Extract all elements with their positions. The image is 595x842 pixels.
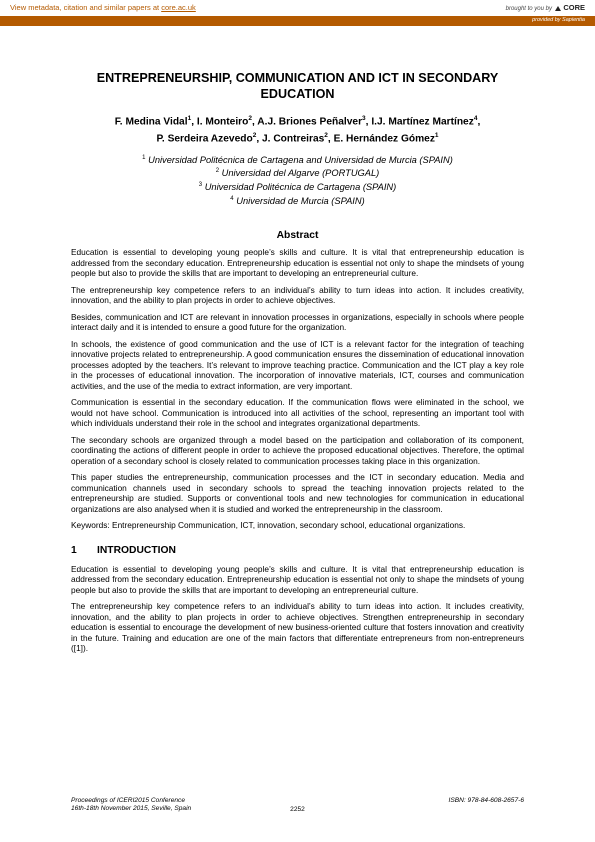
core-link[interactable]: core.ac.uk xyxy=(161,3,196,12)
abstract-paragraph: This paper studies the entrepreneurship, communication processes and the ICT in secondary education. Media and communication channels used in secondary schools to spread the teaching innovation projects related to the entrepreneurship are studied. Supports or conventional tools and new technologies for communication in educational organizations are also analysed when it is studied and worked the entrepreneurship in the classroom. xyxy=(71,472,524,514)
author-name: F. Medina Vidal xyxy=(114,116,188,128)
author-name: J. Contreiras xyxy=(262,133,325,145)
author-affiliation-mark: 1 xyxy=(187,115,192,122)
author-affiliation-mark: 4 xyxy=(473,115,478,122)
author-line-1 xyxy=(71,112,524,129)
section-number: 1 xyxy=(71,544,77,556)
affiliation xyxy=(71,166,524,180)
paper-title: ENTREPRENEURSHIP, COMMUNICATION AND ICT IN SECONDARY EDUCATION xyxy=(96,71,499,101)
abstract-paragraph: Besides, communication and ICT are relevant in innovation processes in organizations, especially in schools where people interact daily and it is intended to ensure a good future for the organization. xyxy=(71,311,524,333)
author-name: I.J. Martínez Martínez xyxy=(371,116,474,128)
section-title: INTRODUCTION xyxy=(97,544,176,556)
abstract-paragraph: The secondary schools are organized through a model based on the participation and collaboration of its component, coordinating the actions of different people in order to achieve the proposed educational objectives. Therefore, the optimal operation of a secondary school is closely related to communication processes taking place in this organization. xyxy=(71,434,524,466)
affiliation xyxy=(71,153,524,167)
affiliation-mark: 2 xyxy=(215,168,220,175)
affiliation-text: Universidad de Murcia (SPAIN) xyxy=(233,195,365,206)
author-affiliation-mark: 2 xyxy=(324,132,328,140)
footer-dates: 16th-18th November 2015, Seville, Spain xyxy=(71,805,192,813)
author-affiliation-mark: 2 xyxy=(252,132,257,140)
paper-page xyxy=(71,70,524,660)
introduction-body xyxy=(71,564,524,654)
body-paragraph: Education is essential to developing young people’s skills and culture. It is vital that entrepreneurship education is addressed from the secondary education. Entrepreneurship education is essential not only to shape the mindsets of young people but also to provide the skills that are important to developing an entrepreneurial culture. xyxy=(71,563,524,595)
core-logo-icon xyxy=(554,5,562,12)
author-separator: , xyxy=(256,133,262,145)
author-separator: , xyxy=(477,116,481,128)
author-separator: , xyxy=(251,116,258,128)
affiliation xyxy=(71,194,524,208)
affiliation-text: Universidad Politécnica de Cartagena and Universidad de Murcia (SPAIN) xyxy=(145,154,453,165)
core-banner xyxy=(0,0,595,16)
author-separator: , xyxy=(327,133,334,145)
abstract-paragraph: Education is essential to developing young people’s skills and culture. It is vital that entrepreneurship education is addressed from the secondary education. Entrepreneurship education is essential not only to shape the mindsets of young people but also to provide the skills that are important to developing an entrepreneurial culture. xyxy=(71,247,524,279)
footer-conference: Proceedings of ICERI2015 Conference xyxy=(71,797,185,804)
author-name: P. Serdeira Azevedo xyxy=(156,133,253,145)
page-number: 2252 xyxy=(290,806,305,813)
core-metadata-notice xyxy=(10,3,196,12)
abstract-heading: Abstract xyxy=(276,230,319,242)
author-line-2 xyxy=(71,129,524,146)
affiliation-mark: 4 xyxy=(230,195,234,202)
abstract-paragraph: The entrepreneurship key competence refers to an individual’s ability to turn ideas into action. It includes creativity, innovation, and the ability to plan projects in order to achieve objectives. xyxy=(71,284,524,306)
affiliation-text: Universidad del Algarve (PORTUGAL) xyxy=(219,168,380,179)
affiliation-mark: 1 xyxy=(142,154,146,161)
abstract-paragraph: In schools, the existence of good communication and the use of ICT is a relevant factor for the integration of teaching innovative projects related to entrepreneurship. A good communication ensures the dissemination of educational innovation processes adopted by the teachers. It’s relevant to improve teaching practice. Communication and the ICT play a key role in the processes of educational innovation. The incorporation of innovative materials, ICT, courses and communication activities, and the use of the media to extract information, are very important. xyxy=(71,338,524,391)
author-separator: , xyxy=(191,116,197,128)
core-brand xyxy=(506,3,585,12)
core-brand-name: CORE xyxy=(563,3,585,12)
keywords: Keywords: Entrepreneurship Communication, ICT, innovation, secondary school, educational organizations. xyxy=(71,520,466,531)
abstract-body xyxy=(71,247,524,514)
author-name: A.J. Briones Peñalver xyxy=(257,116,363,128)
affiliation-text: Universidad Politécnica de Cartagena (SPAIN) xyxy=(202,182,397,193)
author-name: I. Monteiro xyxy=(196,116,249,128)
brought-to-you-by: brought to you by xyxy=(505,6,554,12)
core-metadata-prefix: View metadata, citation and similar papers at xyxy=(10,3,162,12)
section-heading xyxy=(71,545,524,556)
author-affiliation-mark: 3 xyxy=(362,115,366,122)
author-separator: , xyxy=(365,116,372,128)
provided-by-text: provided by Sapientia xyxy=(532,17,585,23)
body-paragraph: The entrepreneurship key competence refers to an individual’s ability to turn ideas into action. It includes creativity, innovation, and the ability to plan projects in order to achieve objectives. Strengthen entrepreneurship in secondary education is essential to encourage the development of new business-oriented culture that fosters innovation and creativity in the future. Training and education are one of the main factors that differentiate entrepreneurs from non-entrepreneurs ([1]). xyxy=(71,601,524,654)
author-list xyxy=(71,112,524,147)
author-affiliation-mark: 1 xyxy=(434,132,439,140)
affiliation-mark: 3 xyxy=(198,181,203,188)
footer-isbn: ISBN: 978-84-608-2657-6 xyxy=(448,797,524,804)
abstract-paragraph: Communication is essential in the secondary education. If the communication flows were eliminated in the school, we would not have school. Communication is introduced into all activities of the school, representing an important tool with which individuals understand their role in the school and integrates organizational departments. xyxy=(71,397,524,429)
provider-bar xyxy=(0,16,595,26)
affiliation xyxy=(71,180,524,194)
author-name: E. Hernández Gómez xyxy=(333,133,435,145)
author-affiliation-mark: 2 xyxy=(248,115,252,122)
affiliation-list xyxy=(71,153,524,207)
